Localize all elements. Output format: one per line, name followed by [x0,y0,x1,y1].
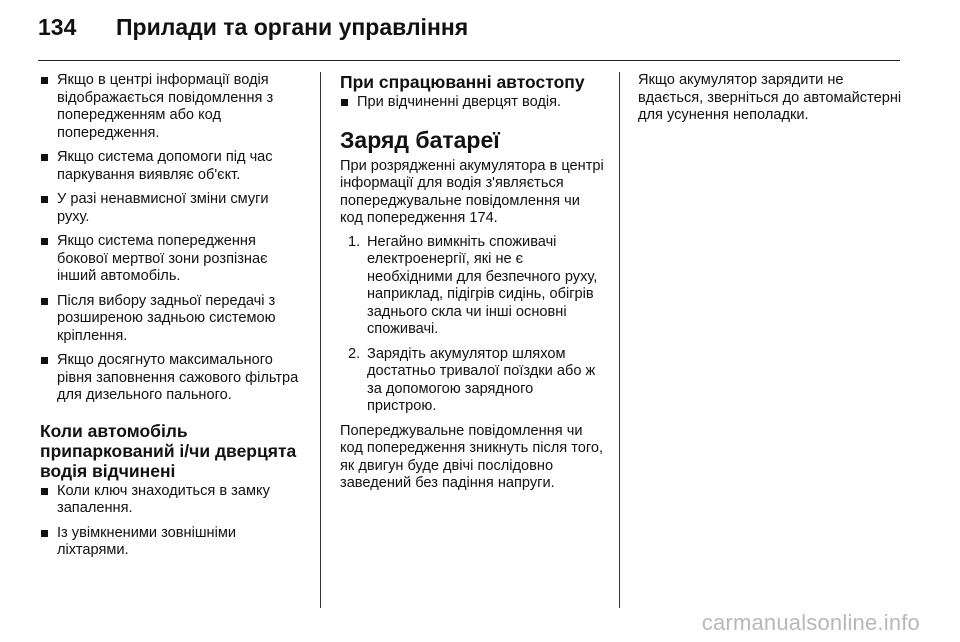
battery-after-text: Попереджувальне повідомлення чи код попередження зникнуть після того, як двигун буде двічі послідовно заведений без падіння напруги. [340,422,604,491]
section-heading-autostop: При спрацюванні автостопу [340,72,585,92]
header-rule [38,60,900,61]
column-divider-1 [320,72,321,608]
list-item: Якщо система допомоги під час паркування виявляє об'єкт. [40,149,302,184]
list-item: Із увімкненими зовнішніми ліхтарями. [40,525,302,560]
parked-conditions-list [40,483,302,560]
warning-conditions-list [40,72,302,405]
column-divider-2 [619,72,620,608]
list-item: При відчиненні дверцят водія. [340,94,606,112]
section-title-battery: Заряд батареї [340,126,500,153]
page-number: 134 [38,14,77,40]
numbered-step [340,346,606,416]
battery-failure-text: Якщо акумулятор зарядити не вдається, зверніться до автомайстерні для усунення неполадки. [638,72,902,123]
section-heading-parked: Коли автомобіль припаркований і/чи дверцята водія відчинені [40,420,297,481]
list-item: Якщо досягнуто максимального рівня заповнення сажового фільтра для дизельного пального. [40,352,302,405]
step-number: 1. [348,233,361,250]
list-item: Після вибору задньої передачі з розширеною задньою системою кріплення. [40,293,302,346]
list-item: Якщо система попередження бокової мертвої зони розпізнає інший автомобіль. [40,233,302,286]
list-item: Якщо в центрі інформації водія відображається повідомлення з попередженням або код попередження. [40,72,302,142]
page-header [38,14,900,44]
column-left [40,72,302,567]
step-number: 2. [348,345,361,362]
battery-intro-text: При розрядженні акумулятора в центрі інформації для водія з'являється попереджувальне повідомлення чи код попередження 174. [340,157,604,226]
numbered-step [340,234,606,339]
step-text: Зарядіть акумулятор шляхом достатньо тривалої поїздки або ж за допомогою зарядного пристрою. [367,345,596,414]
column-middle [340,72,606,499]
step-text: Негайно вимкніть споживачі електроенергії, які не є необхідними для безпечного руху, наприклад, підігрів сидінь, обігрів заднього скла чи інші основні споживачі. [367,233,598,337]
battery-steps-list [340,234,606,416]
list-item: У разі ненавмисної зміни смуги руху. [40,191,302,226]
column-right [638,72,902,131]
list-item: Коли ключ знаходиться в замку запалення. [40,483,302,518]
page-title: Прилади та органи управління [116,14,469,40]
watermark: carmanualsonline.info [701,610,920,635]
autostop-list [340,94,606,112]
